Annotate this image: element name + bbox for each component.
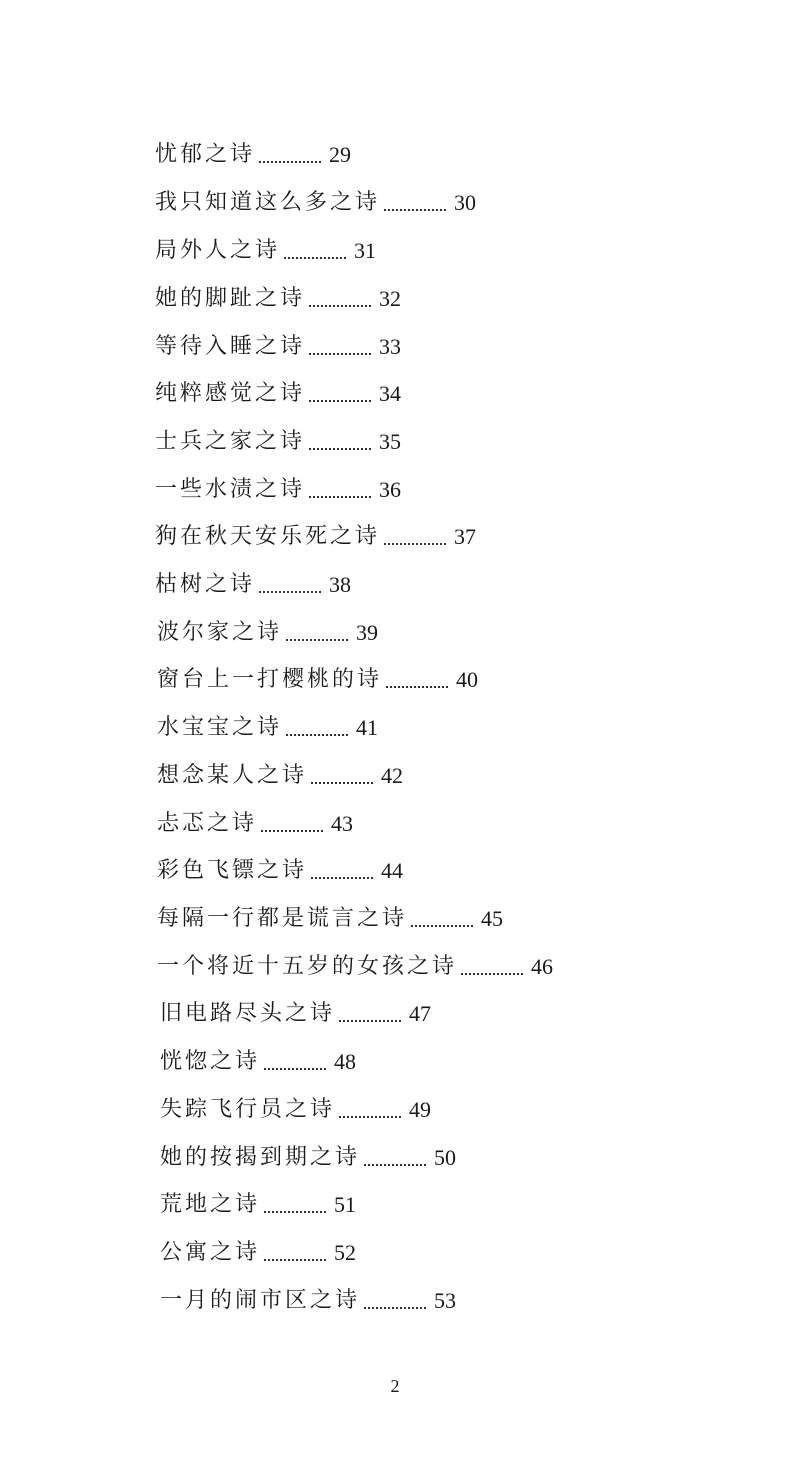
toc-entry[interactable]	[160, 996, 431, 1032]
toc-page-number: 36	[379, 477, 402, 502]
toc-title: 忐忑之诗	[157, 811, 258, 836]
toc-entry[interactable]	[160, 1092, 431, 1128]
toc-entry[interactable]	[160, 1283, 456, 1319]
dot-leader	[384, 207, 446, 211]
toc-title: 士兵之家之诗	[155, 429, 306, 454]
dot-leader	[309, 446, 371, 450]
toc-page-number: 42	[381, 763, 404, 788]
page-number-footer: 2	[390, 1376, 400, 1396]
toc-page-number: 43	[331, 811, 354, 836]
toc-entry[interactable]	[157, 806, 353, 842]
toc-title: 想念某人之诗	[157, 763, 308, 788]
toc-title: 公寓之诗	[160, 1240, 261, 1265]
toc-entry[interactable]	[160, 1140, 456, 1176]
toc-title: 窗台上一打樱桃的诗	[157, 667, 383, 692]
toc-page-number: 45	[481, 906, 504, 931]
toc-page-number: 51	[334, 1192, 357, 1217]
toc-entry[interactable]	[157, 662, 478, 698]
toc-entry[interactable]	[155, 185, 476, 221]
dot-leader	[264, 1257, 326, 1261]
toc-title: 局外人之诗	[155, 238, 281, 263]
dot-leader	[286, 637, 348, 641]
dot-leader	[311, 875, 373, 879]
toc-page-number: 30	[454, 190, 477, 215]
dot-leader	[384, 541, 446, 545]
dot-leader	[261, 828, 323, 832]
dot-leader	[364, 1305, 426, 1309]
toc-page-number: 38	[329, 572, 352, 597]
toc-page-number: 53	[434, 1288, 457, 1313]
toc-entry[interactable]	[157, 901, 503, 937]
toc-page-number: 40	[456, 667, 479, 692]
dot-leader	[284, 255, 346, 259]
toc-title: 恍惚之诗	[160, 1049, 261, 1074]
toc-entry[interactable]	[157, 710, 378, 746]
toc-title: 水宝宝之诗	[157, 715, 283, 740]
toc-page-number: 33	[379, 334, 402, 359]
toc-page-number: 37	[454, 524, 477, 549]
dot-leader	[259, 159, 321, 163]
toc-entry[interactable]	[155, 424, 401, 460]
toc-entry[interactable]	[155, 137, 351, 173]
toc-page-number: 39	[356, 620, 379, 645]
toc-page-number: 49	[409, 1097, 432, 1122]
toc-page-number: 44	[381, 858, 404, 883]
toc-title: 一月的闹市区之诗	[160, 1288, 361, 1313]
dot-leader	[339, 1018, 401, 1022]
toc-entry[interactable]	[160, 1044, 356, 1080]
toc-entry[interactable]	[157, 758, 403, 794]
toc-entry[interactable]	[155, 519, 476, 555]
dot-leader	[286, 732, 348, 736]
toc-page-number: 52	[334, 1240, 357, 1265]
toc-entry[interactable]	[155, 233, 376, 269]
toc-title: 失踪飞行员之诗	[160, 1097, 336, 1122]
toc-entry[interactable]	[160, 1235, 356, 1271]
toc-entry[interactable]	[157, 615, 378, 651]
dot-leader	[264, 1209, 326, 1213]
toc-entry[interactable]	[155, 329, 401, 365]
dot-leader	[364, 1162, 426, 1166]
toc-title: 狗在秋天安乐死之诗	[155, 524, 381, 549]
toc-entry[interactable]	[155, 376, 401, 412]
toc-title: 纯粹感觉之诗	[155, 381, 306, 406]
dot-leader	[309, 303, 371, 307]
toc-page-number: 35	[379, 429, 402, 454]
toc-title: 荒地之诗	[160, 1192, 261, 1217]
toc-title: 等待入睡之诗	[155, 334, 306, 359]
dot-leader	[309, 494, 371, 498]
toc-page-number: 47	[409, 1001, 432, 1026]
toc-title: 一些水渍之诗	[155, 477, 306, 502]
toc-title: 她的脚趾之诗	[155, 286, 306, 311]
toc-page-number: 41	[356, 715, 379, 740]
toc-page-number: 48	[334, 1049, 357, 1074]
toc-entry[interactable]	[155, 567, 351, 603]
dot-leader	[411, 923, 473, 927]
toc-page-number: 34	[379, 381, 402, 406]
toc-title: 枯树之诗	[155, 572, 256, 597]
toc-entry[interactable]	[157, 853, 403, 889]
toc-entry[interactable]	[155, 472, 401, 508]
toc-title: 忧郁之诗	[155, 142, 256, 167]
toc-title: 她的按揭到期之诗	[160, 1145, 361, 1170]
toc-entry[interactable]	[160, 1187, 356, 1223]
toc-entry[interactable]	[155, 281, 401, 317]
toc-page-number: 32	[379, 286, 402, 311]
dot-leader	[264, 1066, 326, 1070]
dot-leader	[309, 398, 371, 402]
dot-leader	[386, 684, 448, 688]
toc-title: 波尔家之诗	[157, 620, 283, 645]
dot-leader	[259, 589, 321, 593]
dot-leader	[461, 971, 523, 975]
dot-leader	[311, 780, 373, 784]
toc-page-number: 46	[531, 954, 554, 979]
dot-leader	[309, 351, 371, 355]
dot-leader	[339, 1114, 401, 1118]
toc-title: 我只知道这么多之诗	[155, 190, 381, 215]
toc-page-number: 31	[354, 238, 377, 263]
toc-page-number: 50	[434, 1145, 457, 1170]
toc-title: 一个将近十五岁的女孩之诗	[157, 954, 458, 979]
toc-title: 旧电路尽头之诗	[160, 1001, 336, 1026]
toc-title: 每隔一行都是谎言之诗	[157, 906, 408, 931]
toc-entry[interactable]	[157, 949, 553, 985]
toc-title: 彩色飞镖之诗	[157, 858, 308, 883]
toc-page-number: 29	[329, 142, 352, 167]
